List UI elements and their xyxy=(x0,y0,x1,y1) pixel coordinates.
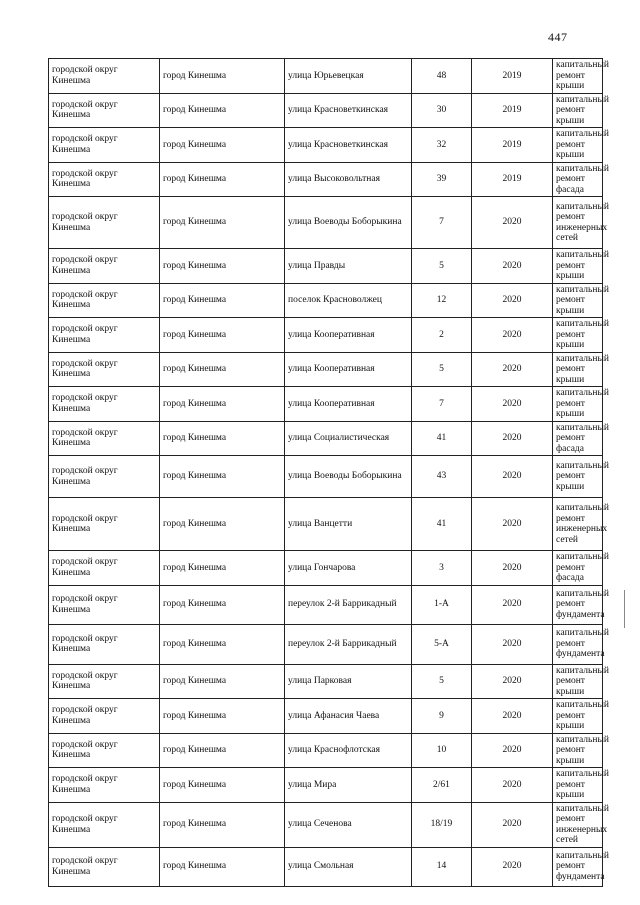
work-type-cell: капитальный ремонт фундамента xyxy=(553,585,603,624)
city-cell: город Кинешма xyxy=(160,283,285,318)
year-cell: 2020 xyxy=(472,664,553,699)
district-cell: городской округ Кинешма xyxy=(49,352,160,387)
year-cell: 2019 xyxy=(472,93,553,128)
house-number-cell: 41 xyxy=(412,498,472,551)
table-row xyxy=(49,128,603,163)
table-row xyxy=(49,585,603,624)
street-cell: улица Красноветкинская xyxy=(285,128,412,163)
year-cell: 2019 xyxy=(472,59,553,94)
city-cell: город Кинешма xyxy=(160,624,285,664)
street-cell: улица Краснофлотская xyxy=(285,733,412,768)
house-number-cell: 5 xyxy=(412,352,472,387)
street-cell: улица Смольная xyxy=(285,847,412,886)
street-cell: переулок 2-й Баррикадный xyxy=(285,624,412,664)
table-row xyxy=(49,318,603,353)
work-type-cell: капитальный ремонт крыши xyxy=(553,456,603,498)
city-cell: город Кинешма xyxy=(160,699,285,734)
district-cell: городской округ Кинешма xyxy=(49,699,160,734)
scan-edge-mark xyxy=(624,590,625,628)
table-body xyxy=(49,59,609,887)
city-cell: город Кинешма xyxy=(160,249,285,284)
house-number-cell: 5 xyxy=(412,249,472,284)
year-cell: 2020 xyxy=(472,249,553,284)
work-type-cell: капитальный ремонт крыши xyxy=(553,664,603,699)
district-cell: городской округ Кинешма xyxy=(49,498,160,551)
street-cell: улица Воеводы Боборыкина xyxy=(285,197,412,249)
street-cell: улица Ванцетти xyxy=(285,498,412,551)
table-row xyxy=(49,802,603,847)
year-cell: 2020 xyxy=(472,802,553,847)
house-number-cell: 18/19 xyxy=(412,802,472,847)
street-cell: улица Афанасия Чаева xyxy=(285,699,412,734)
city-cell: город Кинешма xyxy=(160,59,285,94)
year-cell: 2019 xyxy=(472,128,553,163)
table-row xyxy=(49,498,603,551)
repair-registry-table xyxy=(48,58,609,887)
table-row xyxy=(49,387,603,422)
district-cell: городской округ Кинешма xyxy=(49,318,160,353)
table-row xyxy=(49,768,603,803)
city-cell: город Кинешма xyxy=(160,162,285,197)
street-cell: улица Социалистическая xyxy=(285,421,412,456)
table-row xyxy=(49,551,603,586)
house-number-cell: 5 xyxy=(412,664,472,699)
street-cell: улица Воеводы Боборыкина xyxy=(285,456,412,498)
year-cell: 2020 xyxy=(472,624,553,664)
year-cell: 2020 xyxy=(472,197,553,249)
work-type-cell: капитальный ремонт крыши xyxy=(553,318,603,353)
year-cell: 2020 xyxy=(472,421,553,456)
district-cell: городской округ Кинешма xyxy=(49,551,160,586)
house-number-cell: 2/61 xyxy=(412,768,472,803)
work-type-cell: капитальный ремонт инженерных сетей xyxy=(553,498,603,551)
city-cell: город Кинешма xyxy=(160,498,285,551)
work-type-cell: капитальный ремонт крыши xyxy=(553,283,603,318)
city-cell: город Кинешма xyxy=(160,733,285,768)
city-cell: город Кинешма xyxy=(160,551,285,586)
street-cell: улица Юрьевецкая xyxy=(285,59,412,94)
district-cell: городской округ Кинешма xyxy=(49,456,160,498)
street-cell: улица Высоковольтная xyxy=(285,162,412,197)
table-row xyxy=(49,847,603,886)
house-number-cell: 5-А xyxy=(412,624,472,664)
house-number-cell: 1-А xyxy=(412,585,472,624)
district-cell: городской округ Кинешма xyxy=(49,802,160,847)
year-cell: 2020 xyxy=(472,352,553,387)
district-cell: городской округ Кинешма xyxy=(49,283,160,318)
work-type-cell: капитальный ремонт фасада xyxy=(553,421,603,456)
district-cell: городской округ Кинешма xyxy=(49,768,160,803)
city-cell: город Кинешма xyxy=(160,802,285,847)
city-cell: город Кинешма xyxy=(160,664,285,699)
year-cell: 2020 xyxy=(472,847,553,886)
city-cell: город Кинешма xyxy=(160,421,285,456)
house-number-cell: 43 xyxy=(412,456,472,498)
year-cell: 2020 xyxy=(472,387,553,422)
district-cell: городской округ Кинешма xyxy=(49,733,160,768)
table-row xyxy=(49,249,603,284)
district-cell: городской округ Кинешма xyxy=(49,387,160,422)
work-type-cell: капитальный ремонт крыши xyxy=(553,733,603,768)
year-cell: 2020 xyxy=(472,551,553,586)
table-row xyxy=(49,93,603,128)
street-cell: улица Кооперативная xyxy=(285,352,412,387)
work-type-cell: капитальный ремонт крыши xyxy=(553,699,603,734)
city-cell: город Кинешма xyxy=(160,585,285,624)
table-row xyxy=(49,421,603,456)
table-row xyxy=(49,664,603,699)
city-cell: город Кинешма xyxy=(160,387,285,422)
district-cell: городской округ Кинешма xyxy=(49,162,160,197)
city-cell: город Кинешма xyxy=(160,352,285,387)
district-cell: городской округ Кинешма xyxy=(49,421,160,456)
house-number-cell: 7 xyxy=(412,387,472,422)
work-type-cell: капитальный ремонт фасада xyxy=(553,162,603,197)
work-type-cell: капитальный ремонт крыши xyxy=(553,387,603,422)
house-number-cell: 30 xyxy=(412,93,472,128)
street-cell: поселок Красноволжец xyxy=(285,283,412,318)
year-cell: 2020 xyxy=(472,318,553,353)
house-number-cell: 10 xyxy=(412,733,472,768)
district-cell: городской округ Кинешма xyxy=(49,847,160,886)
district-cell: городской округ Кинешма xyxy=(49,624,160,664)
house-number-cell: 9 xyxy=(412,699,472,734)
district-cell: городской округ Кинешма xyxy=(49,197,160,249)
city-cell: город Кинешма xyxy=(160,197,285,249)
district-cell: городской округ Кинешма xyxy=(49,585,160,624)
house-number-cell: 14 xyxy=(412,847,472,886)
work-type-cell: капитальный ремонт фундамента xyxy=(553,624,603,664)
work-type-cell: капитальный ремонт крыши xyxy=(553,768,603,803)
city-cell: город Кинешма xyxy=(160,93,285,128)
house-number-cell: 41 xyxy=(412,421,472,456)
year-cell: 2020 xyxy=(472,498,553,551)
city-cell: город Кинешма xyxy=(160,768,285,803)
year-cell: 2020 xyxy=(472,768,553,803)
work-type-cell: капитальный ремонт фундамента xyxy=(553,847,603,886)
city-cell: город Кинешма xyxy=(160,128,285,163)
work-type-cell: капитальный ремонт крыши xyxy=(553,352,603,387)
house-number-cell: 32 xyxy=(412,128,472,163)
house-number-cell: 2 xyxy=(412,318,472,353)
work-type-cell: капитальный ремонт крыши xyxy=(553,249,603,284)
year-cell: 2020 xyxy=(472,283,553,318)
work-type-cell: капитальный ремонт инженерных сетей xyxy=(553,802,603,847)
page-number: 447 xyxy=(548,30,568,44)
table-row xyxy=(49,624,603,664)
house-number-cell: 48 xyxy=(412,59,472,94)
work-type-cell: капитальный ремонт фасада xyxy=(553,551,603,586)
table-row xyxy=(49,59,603,94)
year-cell: 2019 xyxy=(472,162,553,197)
year-cell: 2020 xyxy=(472,456,553,498)
work-type-cell: капитальный ремонт крыши xyxy=(553,128,603,163)
year-cell: 2020 xyxy=(472,699,553,734)
district-cell: городской округ Кинешма xyxy=(49,128,160,163)
year-cell: 2020 xyxy=(472,585,553,624)
table-row xyxy=(49,197,603,249)
house-number-cell: 7 xyxy=(412,197,472,249)
street-cell: улица Мира xyxy=(285,768,412,803)
city-cell: город Кинешма xyxy=(160,847,285,886)
house-number-cell: 3 xyxy=(412,551,472,586)
district-cell: городской округ Кинешма xyxy=(49,249,160,284)
table-row xyxy=(49,456,603,498)
street-cell: улица Кооперативная xyxy=(285,387,412,422)
street-cell: улица Гончарова xyxy=(285,551,412,586)
table-row xyxy=(49,733,603,768)
table-row xyxy=(49,283,603,318)
street-cell: улица Красноветкинская xyxy=(285,93,412,128)
street-cell: улица Сеченова xyxy=(285,802,412,847)
street-cell: улица Парковая xyxy=(285,664,412,699)
work-type-cell: капитальный ремонт крыши xyxy=(553,93,603,128)
work-type-cell: капитальный ремонт крыши xyxy=(553,59,603,94)
district-cell: городской округ Кинешма xyxy=(49,93,160,128)
table-row xyxy=(49,162,603,197)
work-type-cell: капитальный ремонт инженерных сетей xyxy=(553,197,603,249)
street-cell: переулок 2-й Баррикадный xyxy=(285,585,412,624)
table-row xyxy=(49,352,603,387)
district-cell: городской округ Кинешма xyxy=(49,59,160,94)
district-cell: городской округ Кинешма xyxy=(49,664,160,699)
table-row xyxy=(49,699,603,734)
city-cell: город Кинешма xyxy=(160,318,285,353)
city-cell: город Кинешма xyxy=(160,456,285,498)
year-cell: 2020 xyxy=(472,733,553,768)
street-cell: улица Правды xyxy=(285,249,412,284)
house-number-cell: 12 xyxy=(412,283,472,318)
house-number-cell: 39 xyxy=(412,162,472,197)
street-cell: улица Кооперативная xyxy=(285,318,412,353)
